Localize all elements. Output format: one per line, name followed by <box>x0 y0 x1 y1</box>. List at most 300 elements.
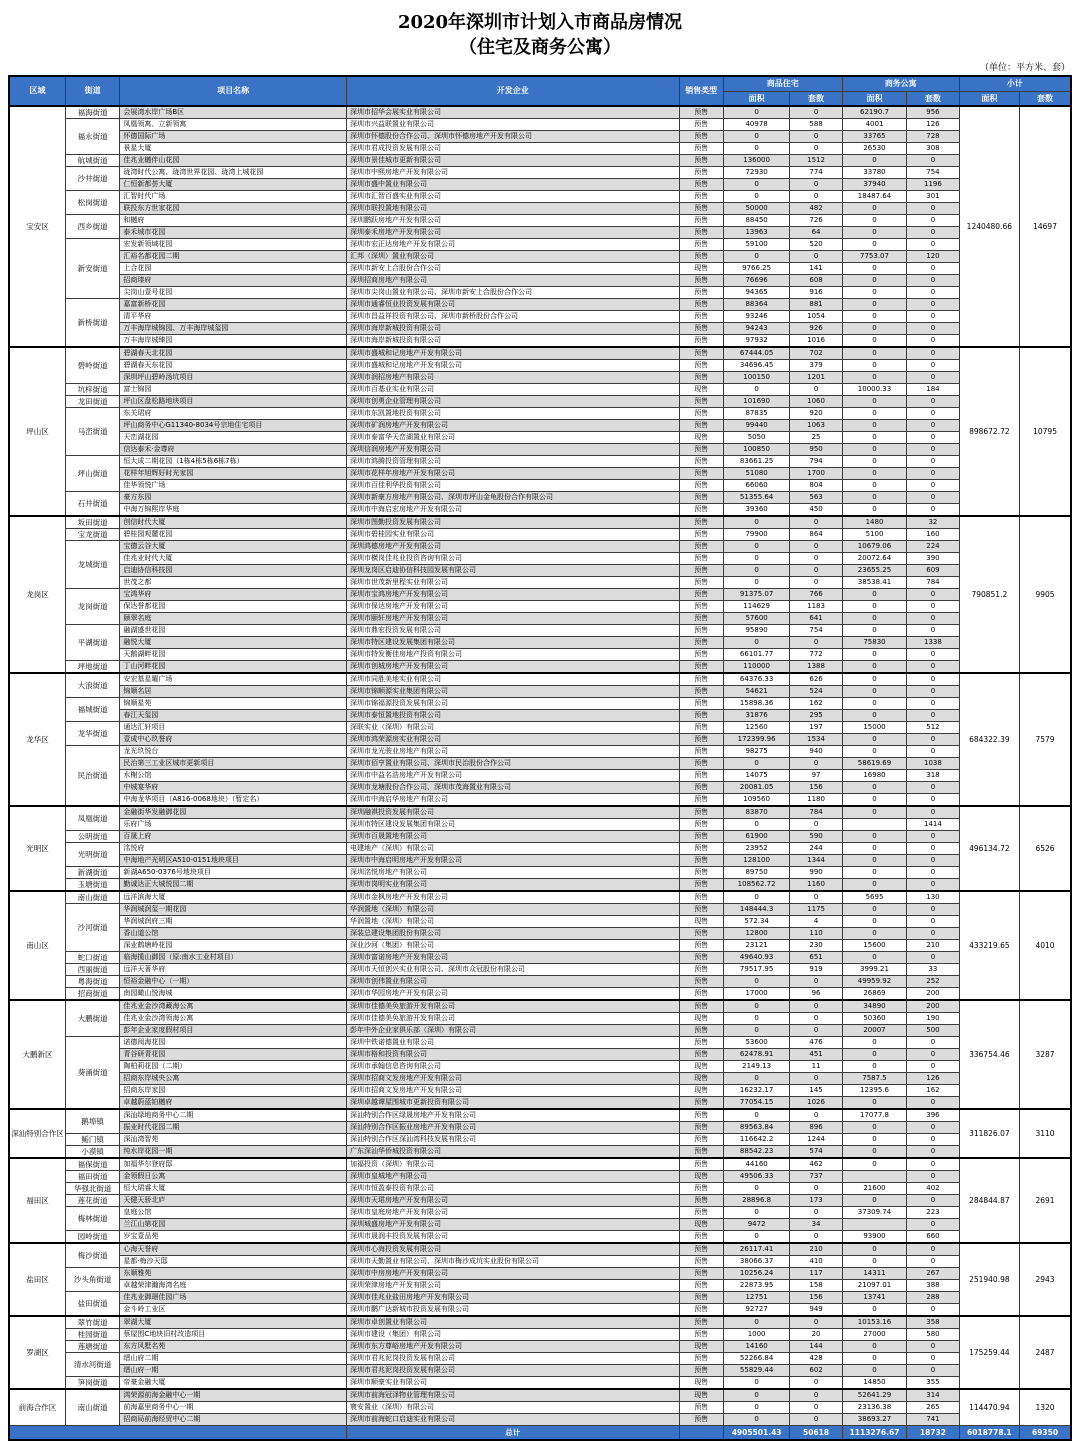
residential-units: 588 <box>790 119 842 131</box>
residential-area: 49506.33 <box>723 1171 790 1183</box>
project-row <box>9 1256 1071 1268</box>
street-name: 清水河街道 <box>65 1353 119 1377</box>
project-name: 中海地产光明区A510-0151地块项目 <box>120 855 347 867</box>
project-name: 宏发新领域花园 <box>120 239 347 251</box>
apartment-units: 0 <box>907 480 959 492</box>
sales-type: 预售 <box>679 1134 723 1146</box>
apartment-area: 0 <box>842 589 906 601</box>
project-row <box>9 1109 1071 1122</box>
apartment-units: 0 <box>907 782 959 794</box>
developer-name: 华润置地（深圳）有限公司 <box>347 916 680 928</box>
developer-name: 深圳市百晟置地有限公司 <box>347 831 680 843</box>
project-name: 临海揽山御园（原:南水工业村项目） <box>120 952 347 964</box>
developer-name: 深圳市海岸新城投资有限公司 <box>347 335 680 348</box>
project-name: 深汕绿地商务中心二期 <box>120 1109 347 1122</box>
project-row <box>9 1219 1071 1231</box>
residential-units: 0 <box>790 577 842 589</box>
apartment-units: 0 <box>907 698 959 710</box>
residential-units: 1201 <box>790 372 842 384</box>
developer-name: 深圳市盛中置业有限公司 <box>347 179 680 191</box>
project-name: 嘉富新桥花园 <box>120 299 347 311</box>
sales-type: 预售 <box>679 1243 723 1256</box>
sales-type: 预售 <box>679 468 723 480</box>
residential-area: 88450 <box>723 215 790 227</box>
street-name: 南山街道 <box>65 891 119 904</box>
sales-type: 预售 <box>679 722 723 734</box>
developer-name: 深圳市东凯置地投资有限公司 <box>347 408 680 420</box>
project-row <box>9 1073 1071 1085</box>
project-row <box>9 263 1071 275</box>
residential-units: 881 <box>790 299 842 311</box>
apartment-area: 13741 <box>842 1292 906 1304</box>
residential-area: 54621 <box>723 686 790 698</box>
developer-name: 深圳市招商文发房地产开发有限公司 <box>347 1073 680 1085</box>
project-row <box>9 782 1071 794</box>
residential-units: 0 <box>790 191 842 203</box>
project-name: 远洋天著华府 <box>120 964 347 976</box>
sales-type: 预售 <box>679 1207 723 1219</box>
sales-type: 现售 <box>679 1377 723 1390</box>
residential-area: 0 <box>723 819 790 831</box>
sales-type: 预售 <box>679 275 723 287</box>
project-row <box>9 940 1071 952</box>
project-name: 联投东方世家花园 <box>120 203 347 215</box>
project-name: 坪山商务中心G11340-8034号宗地住宅项目 <box>120 420 347 432</box>
project-name: 天鹅湖畔花园 <box>120 649 347 661</box>
apartment-units: 0 <box>907 504 959 517</box>
street-name: 沙河街道 <box>65 904 119 952</box>
street-name: 蛇口街道 <box>65 952 119 964</box>
region-subtotal-units: 4010 <box>1020 891 1071 1000</box>
project-name: 锦顺名居 <box>120 686 347 698</box>
apartment-area: 17077.8 <box>842 1109 906 1122</box>
apartment-area: 0 <box>842 661 906 674</box>
residential-units: 110 <box>790 928 842 940</box>
project-name: 尖岗山壹号花园 <box>120 287 347 299</box>
residential-area: 0 <box>723 1414 790 1426</box>
apartment-area: 0 <box>842 311 906 323</box>
apartment-units: 200 <box>907 1000 959 1013</box>
residential-area: 0 <box>723 384 790 396</box>
apartment-units: 0 <box>907 916 959 928</box>
project-row <box>9 1171 1071 1183</box>
residential-units: 950 <box>790 444 842 456</box>
sales-type: 预售 <box>679 661 723 674</box>
street-name: 公明街道 <box>65 831 119 843</box>
developer-name: 深圳市格和投资有限公司 <box>347 1049 680 1061</box>
apartment-units: 358 <box>907 1316 959 1329</box>
project-name: 星都·梅沙天邸 <box>120 1256 347 1268</box>
residential-area: 0 <box>723 1000 790 1013</box>
sales-type: 预售 <box>679 1304 723 1317</box>
apartment-area: 49959.92 <box>842 976 906 988</box>
project-row <box>9 879 1071 892</box>
sales-type: 预售 <box>679 867 723 879</box>
region-name: 宝安区 <box>9 106 65 347</box>
project-row <box>9 347 1071 360</box>
apartment-area: 0 <box>842 492 906 504</box>
developer-name: 深圳市皇城地产有限公司 <box>347 1171 680 1183</box>
apartment-units: 0 <box>907 372 959 384</box>
region-name: 深汕特别合作区 <box>9 1109 65 1158</box>
developer-name: 深圳市创城房地产开发有限公司 <box>347 661 680 674</box>
residential-area: 72930 <box>723 167 790 179</box>
residential-units: 772 <box>790 649 842 661</box>
developer-name: 深圳市昌益祥投资有限公司、深圳市新桥股份合作公司 <box>347 311 680 323</box>
sales-type: 预售 <box>679 119 723 131</box>
apartment-units: 0 <box>907 589 959 601</box>
street-name: 坑梓街道 <box>65 384 119 396</box>
apartment-units: 0 <box>907 1134 959 1146</box>
developer-name: 深圳市通睿恒业投资发展有限公司 <box>347 299 680 311</box>
apartment-area: 0 <box>842 710 906 722</box>
residential-area: 87835 <box>723 408 790 420</box>
street-name: 福城街道 <box>65 698 119 722</box>
project-name: 中城宴华府 <box>120 782 347 794</box>
developer-name: 深圳龙岗区启迪协信科技园发展有限公司 <box>347 565 680 577</box>
residential-units: 524 <box>790 686 842 698</box>
developer-name: 深圳市泰恒置地投资有限公司 <box>347 710 680 722</box>
project-name: 民治第三工业区城市更新项目 <box>120 758 347 770</box>
apartment-area: 23136.38 <box>842 1402 906 1414</box>
sales-type: 预售 <box>679 360 723 372</box>
developer-name: 彭年中外企业家俱乐部（深圳）有限公司 <box>347 1025 680 1037</box>
street-name: 西丽街道 <box>65 964 119 976</box>
residential-area: 28896.8 <box>723 1195 790 1207</box>
region-name: 龙岗区 <box>9 516 65 673</box>
street-name: 华强北街道 <box>65 1183 119 1195</box>
residential-area: 53600 <box>723 1037 790 1049</box>
residential-area: 116642.2 <box>723 1134 790 1146</box>
region-subtotal-units: 7579 <box>1020 673 1071 806</box>
apartment-units: 784 <box>907 577 959 589</box>
residential-units: 25 <box>790 432 842 444</box>
project-name: 东顺雅苑 <box>120 1268 347 1280</box>
residential-area: 0 <box>723 1109 790 1122</box>
project-row <box>9 1122 1071 1134</box>
apartment-area: 0 <box>842 1049 906 1061</box>
project-name: 富士锦园 <box>120 384 347 396</box>
apartment-units: 0 <box>907 843 959 855</box>
apartment-area: 62190.7 <box>842 106 906 119</box>
street-name: 航城街道 <box>65 155 119 167</box>
project-name: 心海天誉府 <box>120 1243 347 1256</box>
region-name: 坪山区 <box>9 347 65 516</box>
residential-units: 97 <box>790 770 842 782</box>
apartment-area: 20007 <box>842 1025 906 1037</box>
apartment-area: 0 <box>842 855 906 867</box>
sales-type: 预售 <box>679 831 723 843</box>
project-name: 勤诚达正大城悦园二期 <box>120 879 347 892</box>
project-name: 前海嘉里商务中心一期 <box>120 1402 347 1414</box>
developer-name: 汇邦（深圳）置业有限公司 <box>347 251 680 263</box>
residential-units: 0 <box>790 541 842 553</box>
apartment-area: 14311 <box>842 1268 906 1280</box>
sales-type: 预售 <box>679 203 723 215</box>
residential-units: 1183 <box>790 601 842 613</box>
residential-area: 0 <box>723 131 790 143</box>
apartment-units: 0 <box>907 952 959 964</box>
residential-units: 651 <box>790 952 842 964</box>
page-subtitle: （住宅及商务公寓） <box>459 37 621 58</box>
sales-type: 现售 <box>679 1013 723 1025</box>
project-name: 卓越蔚蓝铂樾府 <box>120 1097 347 1110</box>
residential-units: 1054 <box>790 311 842 323</box>
project-row <box>9 1061 1071 1073</box>
apartment-area: 0 <box>842 287 906 299</box>
residential-units: 1063 <box>790 420 842 432</box>
apartment-area: 0 <box>842 673 906 686</box>
apartment-area: 0 <box>842 203 906 215</box>
residential-area: 59100 <box>723 239 790 251</box>
project-row <box>9 384 1071 396</box>
apartment-units: 0 <box>907 710 959 722</box>
apartment-area: 20072.64 <box>842 553 906 565</box>
region-subtotal-units: 2943 <box>1020 1243 1071 1316</box>
col-header-street: 街道 <box>65 76 119 106</box>
residential-area: 23952 <box>723 843 790 855</box>
developer-name: 深圳市汇智百盛实业有限公司 <box>347 191 680 203</box>
grand-total-row <box>9 1426 1071 1441</box>
residential-units: 158 <box>790 1280 842 1292</box>
residential-area: 34696.45 <box>723 360 790 372</box>
street-name: 福海街道 <box>65 106 119 119</box>
residential-area: 0 <box>723 637 790 649</box>
developer-name: 加福投资（深圳）有限公司 <box>347 1158 680 1171</box>
developer-name: 深圳市怀德股份合作公司、深圳市怀德房地产开发有限公司 <box>347 131 680 143</box>
apartment-area: 52641.29 <box>842 1389 906 1402</box>
project-row <box>9 420 1071 432</box>
project-name: 佳华领悦广场 <box>120 480 347 492</box>
street-name: 福永街道 <box>65 119 119 155</box>
residential-units: 230 <box>790 940 842 952</box>
project-row <box>9 553 1071 565</box>
residential-area: 0 <box>723 191 790 203</box>
apartment-area: 15600 <box>842 940 906 952</box>
apartment-area: 0 <box>842 1037 906 1049</box>
residential-units: 450 <box>790 504 842 517</box>
project-name: 招商东岸家园 <box>120 1085 347 1097</box>
project-row <box>9 396 1071 408</box>
apartment-area: 0 <box>842 601 906 613</box>
sales-type: 预售 <box>679 770 723 782</box>
project-row <box>9 167 1071 179</box>
project-row <box>9 1013 1071 1025</box>
project-name: 宝鸿华府 <box>120 589 347 601</box>
region-subtotal-units: 6526 <box>1020 806 1071 891</box>
project-name: 碧桂园观麓花园 <box>120 529 347 541</box>
sales-type: 现售 <box>679 1171 723 1183</box>
developer-name: 深圳市晟润丰投资发展有限公司 <box>347 1231 680 1244</box>
sales-type: 预售 <box>679 179 723 191</box>
project-row <box>9 904 1071 916</box>
apartment-area: 0 <box>842 649 906 661</box>
apartment-units: 184 <box>907 384 959 396</box>
residential-area: 14160 <box>723 1341 790 1353</box>
developer-name: 深圳市世茂新里程实业有限公司 <box>347 577 680 589</box>
street-name: 大鹏街道 <box>65 1000 119 1037</box>
residential-area: 2149.13 <box>723 1061 790 1073</box>
apartment-area: 3999.21 <box>842 964 906 976</box>
project-name: 万丰海岸城锦园、万丰海岸城玺园 <box>120 323 347 335</box>
developer-name: 深圳市联投置地有限公司 <box>347 203 680 215</box>
project-row <box>9 203 1071 215</box>
developer-name: 深圳市龙塘股份合作公司、深圳市茂海置业有限公司 <box>347 782 680 794</box>
project-row <box>9 673 1071 686</box>
street-name: 鲘门镇 <box>65 1134 119 1146</box>
residential-units: 1700 <box>790 468 842 480</box>
developer-name: 深圳市龙光骏业房地产有限公司 <box>347 746 680 758</box>
street-name: 坪山街道 <box>65 456 119 492</box>
apartment-area: 7753.07 <box>842 251 906 263</box>
residential-area: 23121 <box>723 940 790 952</box>
developer-name: 深圳市恒盈泰投资有限公司 <box>347 1183 680 1195</box>
residential-area: 12800 <box>723 928 790 940</box>
street-name: 坪地街道 <box>65 661 119 674</box>
residential-units: 1344 <box>790 855 842 867</box>
project-row <box>9 1414 1071 1426</box>
col-group-subtotal: 小计 <box>959 76 1071 92</box>
residential-area: 100150 <box>723 372 790 384</box>
project-row <box>9 504 1071 517</box>
residential-area: 50000 <box>723 203 790 215</box>
sales-type: 预售 <box>679 1049 723 1061</box>
developer-name: 深圳鹏跃房地产开发有限公司 <box>347 215 680 227</box>
region-name: 前海合作区 <box>9 1389 65 1426</box>
developer-name: 华润置地（深圳）有限公司 <box>347 904 680 916</box>
sales-type: 预售 <box>679 347 723 360</box>
project-name: 坪山区盘松路地块项目 <box>120 396 347 408</box>
street-name: 葵涌街道 <box>65 1037 119 1110</box>
apartment-units: 0 <box>907 227 959 239</box>
apartment-units: 0 <box>907 1122 959 1134</box>
project-row <box>9 106 1071 119</box>
apartment-units: 0 <box>907 794 959 807</box>
project-row <box>9 155 1071 167</box>
developer-name: 深圳市锦顺源实业集团有限公司 <box>347 686 680 698</box>
sales-type: 预售 <box>679 106 723 119</box>
residential-area: 10256.24 <box>723 1268 790 1280</box>
apartment-area: 0 <box>842 806 906 819</box>
residential-area: 14075 <box>723 770 790 782</box>
developer-name: 深圳市中益名浩房地产开发有限公司 <box>347 770 680 782</box>
sales-type: 预售 <box>679 601 723 613</box>
project-row <box>9 710 1071 722</box>
developer-name: 深圳市海岸新城投资有限公司 <box>347 323 680 335</box>
project-name: 东关珺府 <box>120 408 347 420</box>
sales-type: 预售 <box>679 167 723 179</box>
project-name: 招商瑧府 <box>120 275 347 287</box>
apartment-area: 0 <box>842 396 906 408</box>
sales-type: 预售 <box>679 806 723 819</box>
project-row <box>9 1365 1071 1377</box>
apartment-area: 0 <box>842 155 906 167</box>
sales-type: 预售 <box>679 1109 723 1122</box>
apartment-units: 500 <box>907 1025 959 1037</box>
street-name: 凤凰街道 <box>65 806 119 831</box>
residential-units: 920 <box>790 408 842 420</box>
region-subtotal-units: 1320 <box>1020 1389 1071 1426</box>
apartment-units: 224 <box>907 541 959 553</box>
project-name: 创信时代大厦 <box>120 516 347 529</box>
developer-name: 寰安置业（深圳）有限公司 <box>347 1402 680 1414</box>
apartment-area: 75830 <box>842 637 906 649</box>
residential-area: 97932 <box>723 335 790 348</box>
project-name: 中海龙华项目（A816-0068地块）（暂定名） <box>120 794 347 807</box>
developer-name: 深圳招商房地产有限公司 <box>347 275 680 287</box>
apartment-units: 754 <box>907 167 959 179</box>
project-row <box>9 698 1071 710</box>
residential-area: 94365 <box>723 287 790 299</box>
sales-type: 预售 <box>679 673 723 686</box>
apartment-area <box>842 1171 906 1183</box>
project-name: 壹成中心玖誉府 <box>120 734 347 746</box>
street-name: 龙城街道 <box>65 541 119 589</box>
sales-type: 预售 <box>679 372 723 384</box>
project-row <box>9 323 1071 335</box>
project-name: 缙山府二期 <box>120 1353 347 1365</box>
apartment-area: 0 <box>842 432 906 444</box>
apartment-units: 0 <box>907 1146 959 1159</box>
developer-name: 深圳市创勇企业管理有限公司 <box>347 396 680 408</box>
residential-units: 4 <box>790 916 842 928</box>
apartment-units: 0 <box>907 444 959 456</box>
project-row <box>9 492 1071 504</box>
residential-units: 1512 <box>790 155 842 167</box>
project-name: 南园瞰山悦海城 <box>120 988 347 1001</box>
residential-units: 590 <box>790 831 842 843</box>
project-row <box>9 1341 1071 1353</box>
sales-type: 预售 <box>679 335 723 348</box>
residential-units: 563 <box>790 492 842 504</box>
region-subtotal-area: 114470.94 <box>959 1389 1019 1426</box>
project-row <box>9 819 1071 831</box>
apartment-units: 0 <box>907 456 959 468</box>
region-subtotal-area: 175259.44 <box>959 1316 1019 1389</box>
developer-name: 深圳市天恒创兴实业有限公司、深圳市众冠股份有限公司 <box>347 964 680 976</box>
street-name: 大浪街道 <box>65 673 119 698</box>
developer-name: 深圳市鹏广达新城市投资发展有限公司 <box>347 1304 680 1317</box>
sales-type: 预售 <box>679 758 723 770</box>
developer-name: 深圳市鼎宏投资发展有限公司 <box>347 625 680 637</box>
apartment-units: 288 <box>907 1292 959 1304</box>
total-residential-area: 4905501.43 <box>723 1426 790 1441</box>
apartment-area: 4001 <box>842 119 906 131</box>
sales-type: 预售 <box>679 227 723 239</box>
apartment-units: 0 <box>907 1243 959 1256</box>
developer-name: 深圳市天勤置业有限公司、深圳市梅沙成坑实业股份有限公司 <box>347 1256 680 1268</box>
apartment-units: 0 <box>907 311 959 323</box>
developer-name: 深圳市矿润房地产开发有限公司 <box>347 420 680 432</box>
apartment-units: 0 <box>907 287 959 299</box>
residential-area: 1000 <box>723 1329 790 1341</box>
residential-area: 108562.72 <box>723 879 790 892</box>
developer-name: 深圳市心海投资发展有限公司 <box>347 1243 680 1256</box>
sales-type: 预售 <box>679 1122 723 1134</box>
residential-units: 0 <box>790 516 842 529</box>
residential-area: 0 <box>723 1316 790 1329</box>
project-name: 招商局前海经贸中心二期 <box>120 1414 347 1426</box>
project-name: 翠湖大厦 <box>120 1316 347 1329</box>
project-name: 保达誉都花园 <box>120 601 347 613</box>
residential-units: 926 <box>790 323 842 335</box>
residential-area: 0 <box>723 106 790 119</box>
project-name: 恒大珺睿大厦 <box>120 1183 347 1195</box>
residential-units: 0 <box>790 976 842 988</box>
project-row <box>9 1329 1071 1341</box>
project-row <box>9 444 1071 456</box>
residential-area: 100850 <box>723 444 790 456</box>
